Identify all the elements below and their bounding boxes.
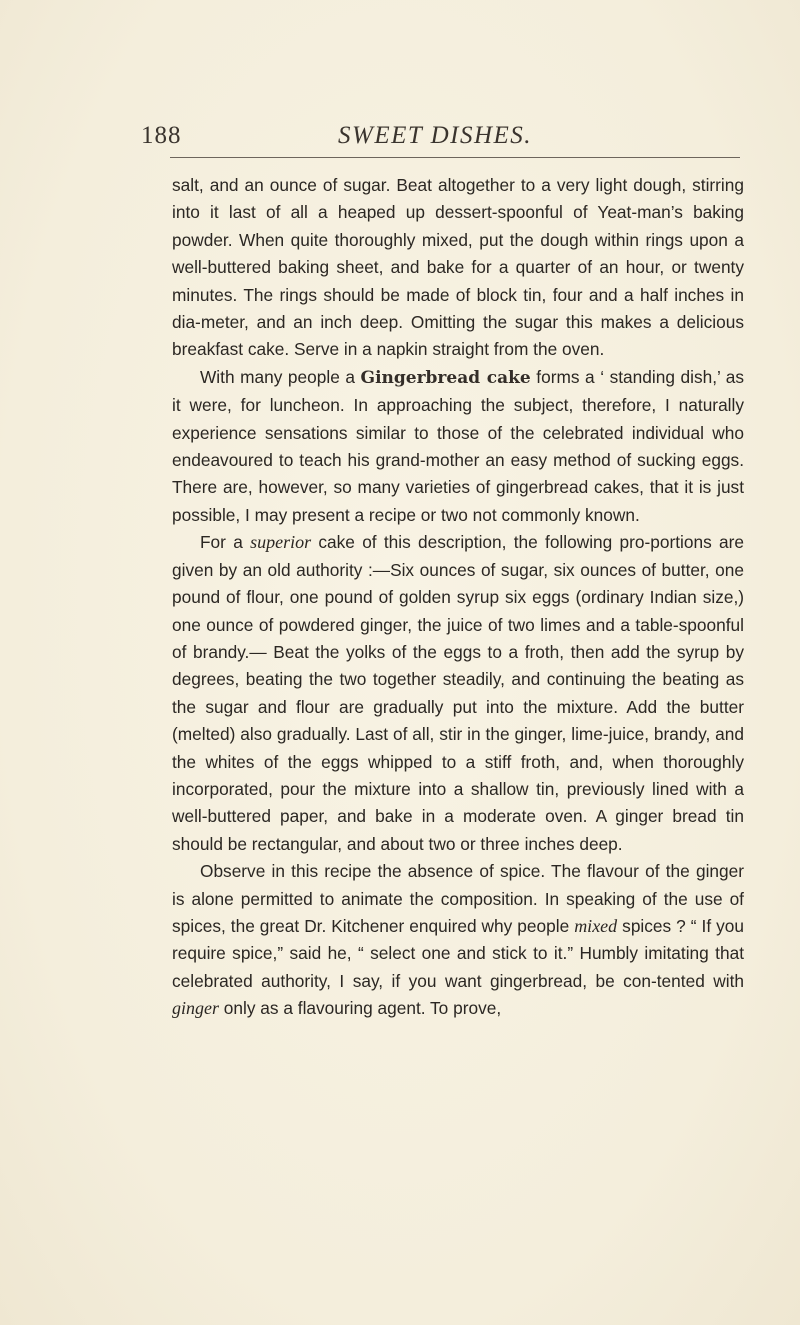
paragraph-3-after: cake of this description, the following pro-portions are given by an old authority :—Six ounces of sugar, six ounces of butter, one pound of flour, one pound of golden syrup six eggs (ordinary Indian size,) one ounce of powdered ginger, the juice of two limes and a table-spoonful of brandy.— Beat the yolks of the eggs to a froth, then add the syrup by degrees, beating the two together steadily, and continuing the beating as the sugar and flour are gradually put into the mixture. Add the butter (melted) also gradually. Last of all, stir in the ginger, lime-juice, brandy, and the whites of the eggs whipped to a stiff froth, and, when thoroughly incorporated, pour the mixture into a shallow tin, previously lined with a well-buttered paper, and bake in a moderate oven. A ginger bread tin should be rectangular, and about two or three inches deep.	[172, 532, 745, 854]
paragraph-3-before: For a	[200, 532, 251, 553]
paragraph-2-before: With many people a	[200, 366, 361, 387]
body-text	[172, 172, 744, 1023]
paragraph-4-after: only as a flavouring agent. To prove,	[219, 998, 502, 1019]
paragraph-continuation	[172, 172, 744, 364]
paragraph-superior-recipe	[172, 529, 744, 858]
running-head: SWEET DISHES.	[338, 122, 533, 149]
paragraph-4-before: Observe in this recipe the absence of spice. The flavour of the ginger is alone permitted to animate the composition. In speaking of the use of spices, the great Dr. Kitchener enquired why people	[172, 861, 744, 936]
gingerbread-cake-heading: Gingerbread cake	[360, 367, 531, 388]
paragraph-4-middle: spices ? “ If you require spice,” said he, “ select one and stick to it.” Humbly imitating that celebrated authority, I say, if you want gingerbread, be con-tented with	[172, 915, 744, 991]
italic-ginger: ginger	[172, 998, 219, 1019]
header-rule	[170, 157, 740, 158]
paragraph-2-after: forms a ‘ standing dish,’ as it were, for luncheon. In approaching the subject, therefore, I naturally experience sensations similar to those of the celebrated individual who endeavoured to teach his grand-mother an easy method of sucking eggs. There are, however, so many varieties of gingerbread cakes, that it is just possible, I may present a recipe or two not commonly known.	[172, 366, 744, 525]
page-number: 188	[141, 122, 182, 149]
italic-mixed: mixed	[574, 915, 618, 936]
italic-superior: superior	[250, 532, 312, 553]
paragraph-1-text: salt, and an ounce of sugar. Beat altogether to a very light dough, stirring into it last of all a heaped up dessert-spoonful of Yeat-man’s baking powder. When quite thoroughly mixed, put the dough within rings upon a well-buttered baking sheet, and bake for a quarter of an hour, or twenty minutes. The rings should be made of block tin, four and a half inches in dia-meter, and an inch deep. Omitting the sugar this makes a delicious breakfast cake. Serve in a napkin straight from the oven.	[172, 175, 744, 360]
paragraph-gingerbread-intro	[172, 364, 744, 529]
page-header	[0, 122, 800, 162]
paragraph-spice-observation	[172, 858, 744, 1022]
